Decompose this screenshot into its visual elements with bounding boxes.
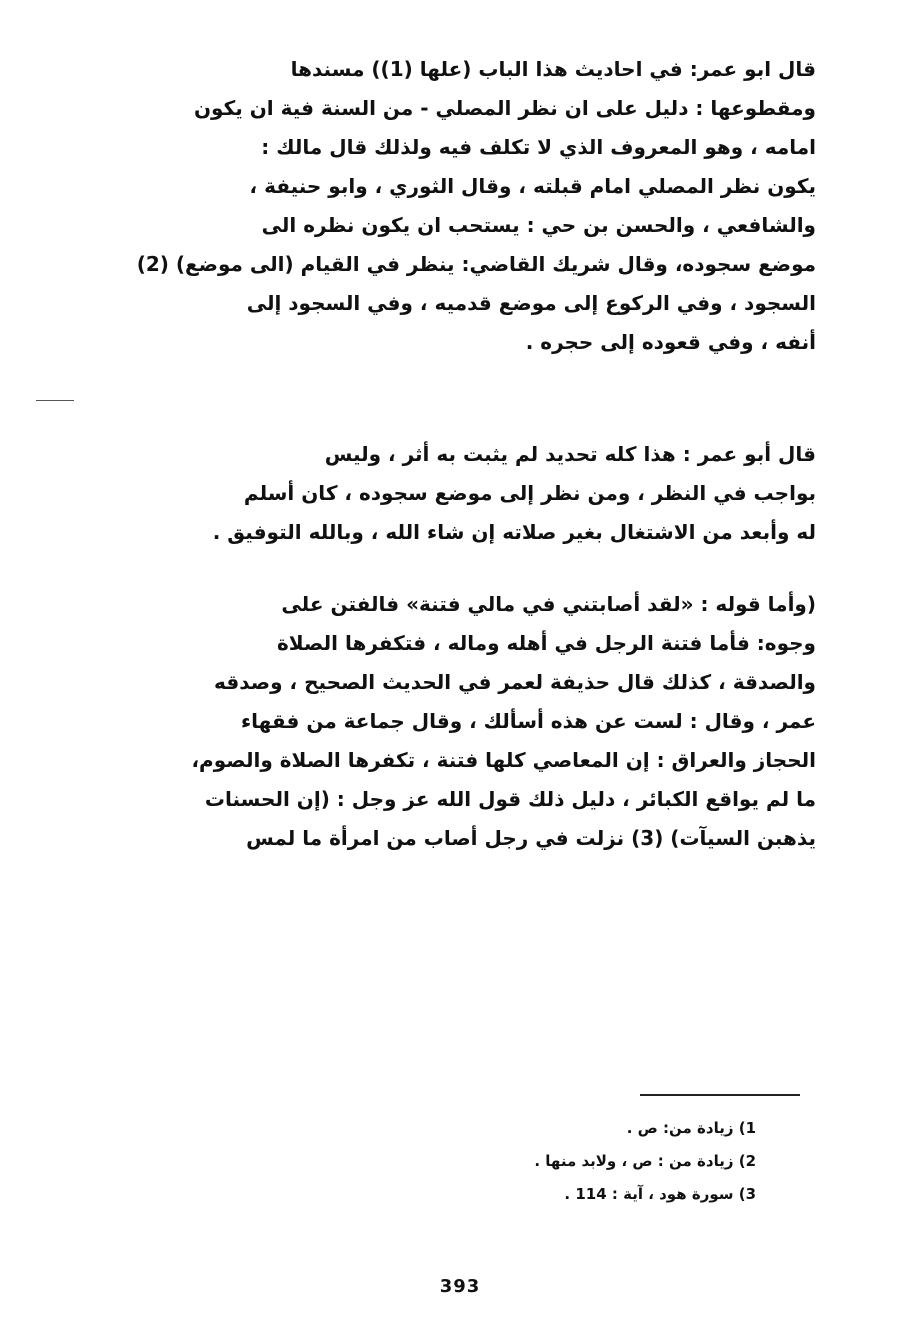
text-line: والصدقة ، كذلك قال حذيفة لعمر في الحديث الصحيح ، وصدقه bbox=[214, 670, 816, 694]
page-number: 393 bbox=[439, 1276, 481, 1297]
text-line: والشافعي ، والحسن بن حي : يستحب ان يكون نظره الى bbox=[261, 213, 816, 237]
footnote-3: 3) سورة هود ، آية : 114 . bbox=[564, 1185, 756, 1203]
footnote-1: 1) زيادة من: ص . bbox=[626, 1119, 756, 1137]
margin-mark bbox=[36, 400, 74, 401]
text-line: الحجاز والعراق : إن المعاصي كلها فتنة ، تكفرها الصلاة والصوم، bbox=[191, 748, 816, 772]
text-line: موضع سجوده، وقال شريك القاضي: ينظر في القيام (الى موضع) (2) bbox=[136, 252, 816, 276]
paragraph-3 bbox=[150, 585, 816, 858]
text-line: وجوه: فأما فتنة الرجل في أهله وماله ، فتكفرها الصلاة bbox=[276, 631, 816, 655]
paragraph-2 bbox=[150, 435, 816, 552]
paragraph-1 bbox=[136, 50, 816, 362]
text-line: يذهبن السيآت) (3) نزلت في رجل أصاب من امرأة ما لمس bbox=[246, 826, 816, 850]
footnotes bbox=[440, 1112, 756, 1211]
text-line: امامه ، وهو المعروف الذي لا تكلف فيه ولذلك قال مالك : bbox=[261, 135, 816, 159]
text-line: ما لم يواقع الكبائر ، دليل ذلك قول الله عز وجل : (إن الحسنات bbox=[204, 787, 816, 811]
text-line: قال أبو عمر : هذا كله تحديد لم يثبت به أثر ، وليس bbox=[324, 442, 816, 466]
text-line: ومقطوعها : دليل على ان نظر المصلي - من السنة فية ان يكون bbox=[193, 96, 816, 120]
text-line: السجود ، وفي الركوع إلى موضع قدميه ، وفي السجود إلى bbox=[246, 291, 816, 315]
text-line: بواجب في النظر ، ومن نظر إلى موضع سجوده ، كان أسلم bbox=[243, 481, 816, 505]
footnote-divider bbox=[640, 1094, 800, 1096]
text-line: أنفه ، وفي قعوده إلى حجره . bbox=[525, 330, 816, 354]
text-line: يكون نظر المصلي امام قبلته ، وقال الثوري ، وابو حنيفة ، bbox=[249, 174, 816, 198]
text-line: (وأما قوله : «لقد أصابتني في مالي فتنة» فالفتن على bbox=[281, 592, 816, 616]
text-line: له وأبعد من الاشتغال بغير صلاته إن شاء الله ، وبالله التوفيق . bbox=[212, 520, 816, 544]
footnote-2: 2) زيادة من : ص ، ولابد منها . bbox=[534, 1152, 756, 1170]
text-line: عمر ، وقال : لست عن هذه أسألك ، وقال جماعة من فقهاء bbox=[240, 709, 816, 733]
text-line: قال ابو عمر: في احاديث هذا الباب (علها (1)) مسندها bbox=[290, 57, 816, 81]
